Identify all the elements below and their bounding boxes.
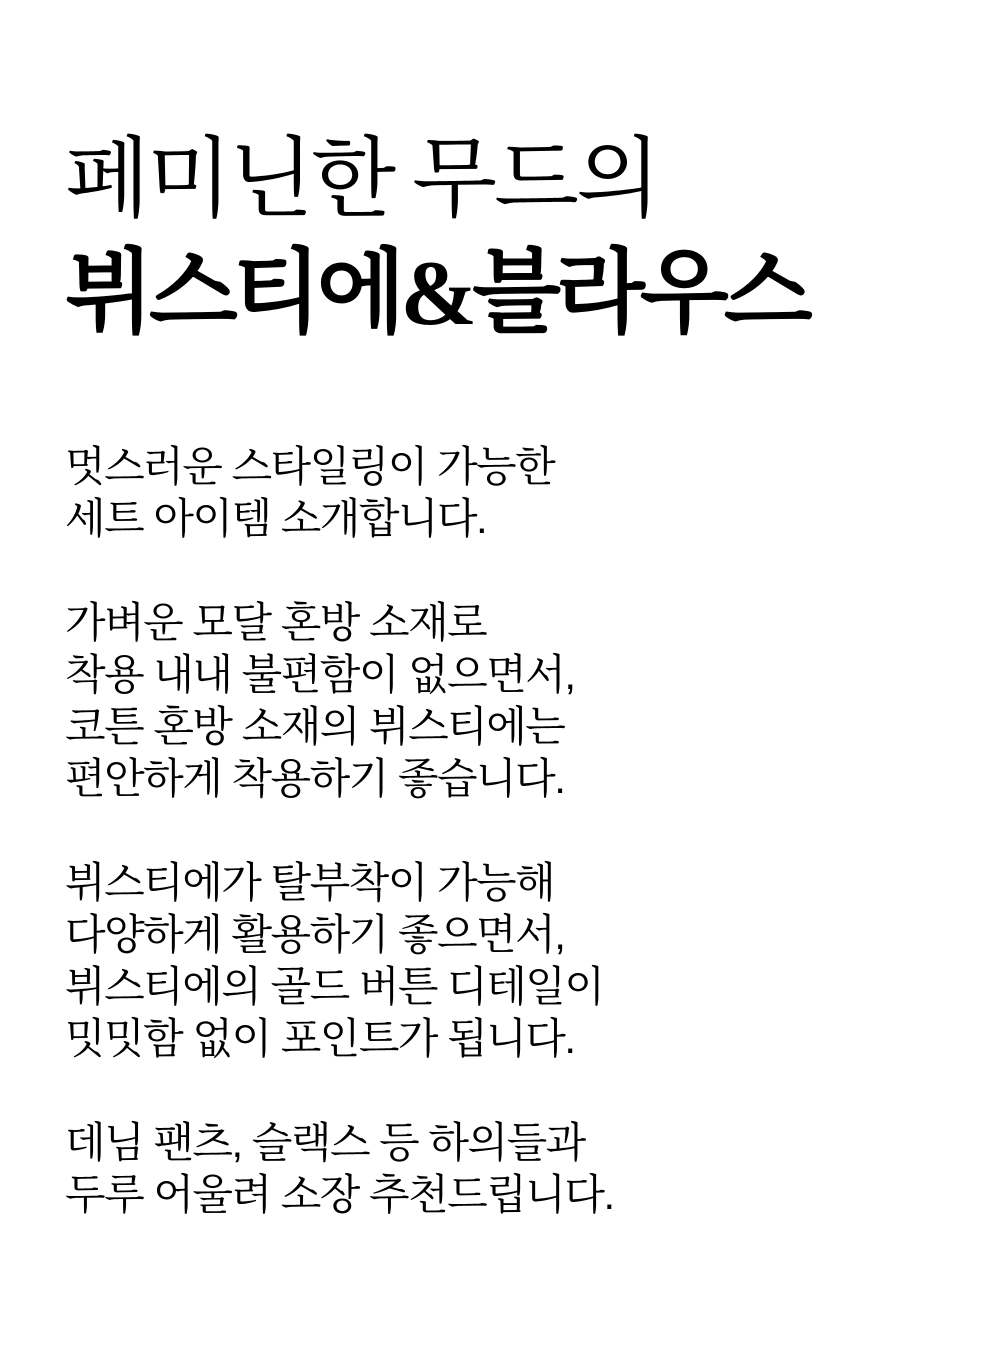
text-line: 세트 아이템 소개합니다. <box>65 495 487 542</box>
text-line: 데님 팬츠, 슬랙스 등 하의들과 <box>65 1119 585 1166</box>
text-line: 뷔스티에의 골드 버튼 디테일이 <box>65 963 604 1010</box>
title-line-item-name: 뷔스티에&블라우스 <box>65 242 808 344</box>
text-line: 뷔스티에가 탈부착이 가능해 <box>65 859 555 906</box>
text-line: 가벼운 모달 혼방 소재로 <box>65 599 487 646</box>
text-line: 착용 내내 불편함이 없으면서, <box>65 651 575 698</box>
text-line: 밋밋함 없이 포인트가 됩니다. <box>65 1015 575 1062</box>
page-title <box>65 125 960 349</box>
text-line: 멋스러운 스타일링이 가능한 <box>65 443 555 490</box>
paragraph-recommendation <box>65 1117 960 1221</box>
description-text <box>65 441 960 1221</box>
title-line-mood: 페미닌한 무드의 <box>65 132 659 229</box>
text-line: 코튼 혼방 소재의 뷔스티에는 <box>65 703 565 750</box>
text-line: 다양하게 활용하기 좋으면서, <box>65 911 565 958</box>
text-line: 두루 어울려 소장 추천드립니다. <box>65 1171 614 1218</box>
paragraph-detail <box>65 857 960 1065</box>
text-line: 편안하게 착용하기 좋습니다. <box>65 755 565 802</box>
paragraph-intro <box>65 441 960 545</box>
paragraph-material <box>65 597 960 805</box>
